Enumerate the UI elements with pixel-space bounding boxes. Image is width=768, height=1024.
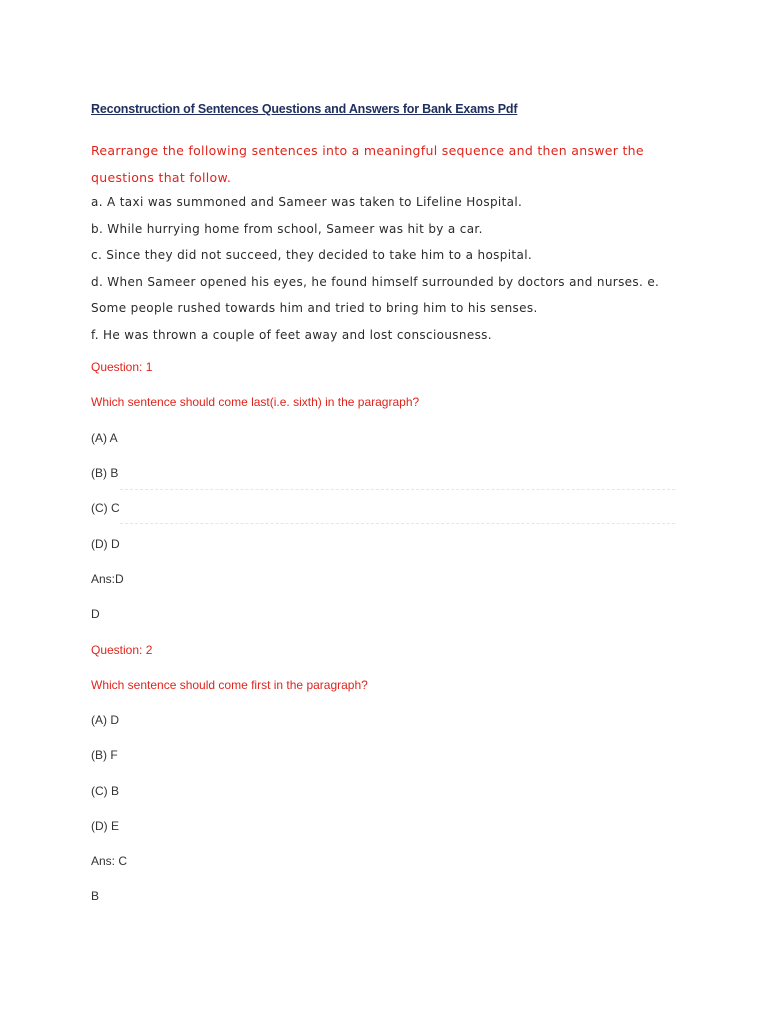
sentence-b: b. While hurrying home from school, Sameer was hit by a car. bbox=[91, 221, 483, 236]
question-1-text: Which sentence should come last(i.e. sixth) in the paragraph? bbox=[91, 395, 420, 409]
question-2-text: Which sentence should come first in the paragraph? bbox=[91, 678, 368, 692]
question-2-option-d: (D) E bbox=[91, 819, 119, 833]
question-1-answer: Ans:D bbox=[91, 572, 124, 586]
sentence-c: c. Since they did not succeed, they decided to take him to a hospital. bbox=[91, 248, 533, 263]
sentence-f: f. He was thrown a couple of feet away and lost consciousness. bbox=[91, 327, 492, 342]
question-2-label: Question: 2 bbox=[91, 643, 153, 657]
question-1-label: Question: 1 bbox=[91, 360, 153, 374]
sentence-d: d. When Sameer opened his eyes, he found himself surrounded by doctors and nurses. e. bbox=[91, 274, 660, 289]
question-1-option-a: (A) A bbox=[91, 431, 118, 445]
faint-divider bbox=[120, 489, 675, 491]
question-2-option-c: (C) B bbox=[91, 784, 119, 798]
question-1-answer-extra: D bbox=[91, 607, 100, 621]
page-title: Reconstruction of Sentences Questions and Answers for Bank Exams Pdf bbox=[91, 102, 518, 116]
question-1-option-b: (B) B bbox=[91, 466, 119, 480]
question-2-option-a: (A) D bbox=[91, 713, 119, 727]
faint-divider bbox=[120, 523, 675, 525]
question-2-answer-extra: B bbox=[91, 889, 100, 903]
question-1-option-c: (C) C bbox=[91, 501, 120, 515]
sentence-list bbox=[91, 189, 691, 349]
question-1-option-d: (D) D bbox=[91, 537, 120, 551]
question-2-option-b: (B) F bbox=[91, 748, 118, 762]
instruction-text: Rearrange the following sentences into a meaningful sequence and then answer the questions that follow. bbox=[91, 143, 644, 185]
sentence-a: a. A taxi was summoned and Sameer was taken to Lifeline Hospital. bbox=[91, 195, 523, 209]
question-2-answer: Ans: C bbox=[91, 854, 128, 868]
sentence-e: Some people rushed towards him and tried to bring him to his senses. bbox=[91, 301, 538, 316]
